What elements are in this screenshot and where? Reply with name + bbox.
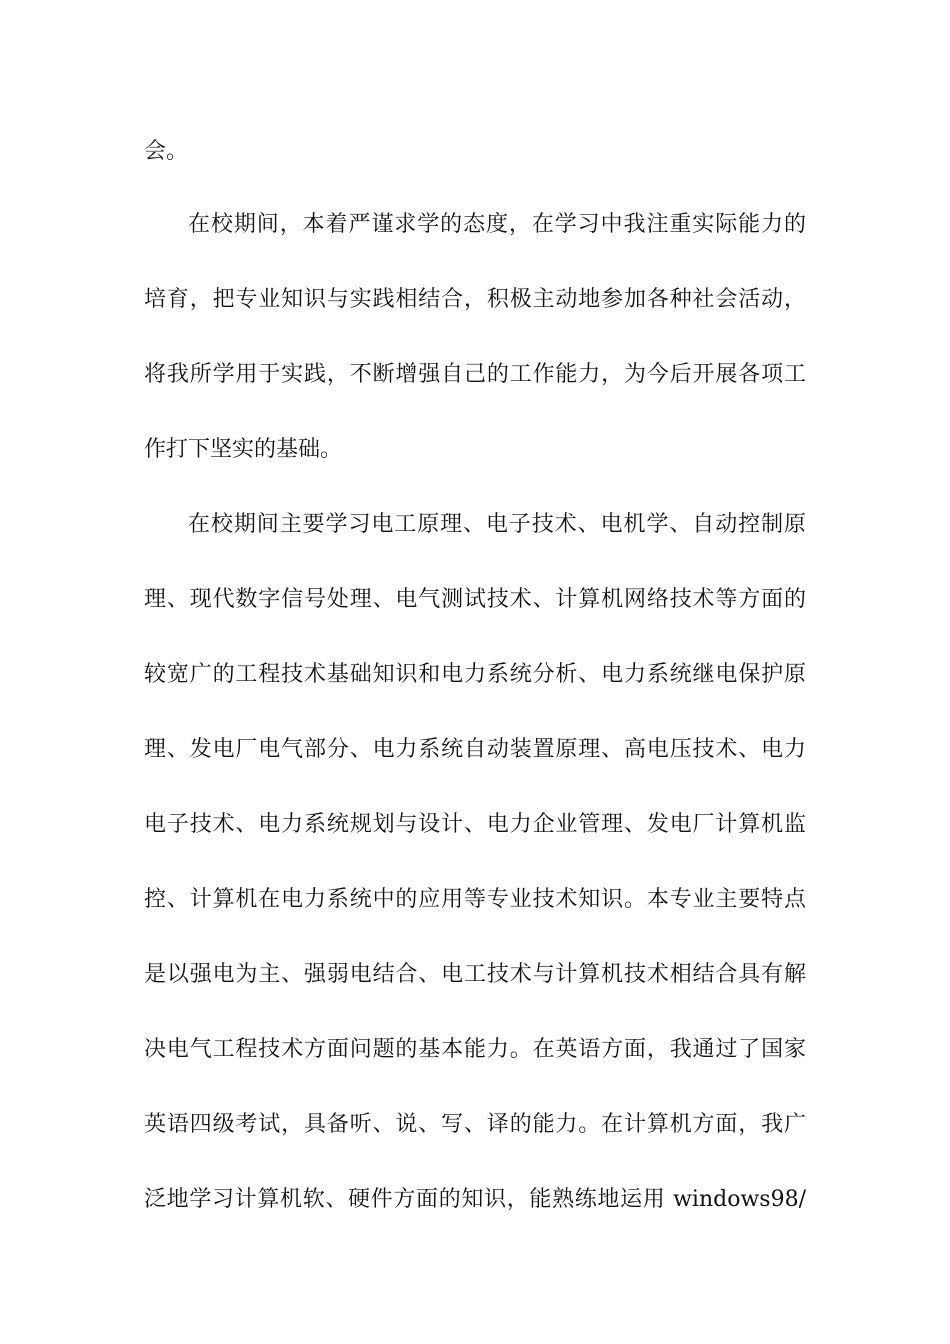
text-line: 会。 <box>144 139 189 164</box>
text-line: 较宽广的工程技术基础知识和电力系统分析、电力系统继电保护原 <box>144 662 806 687</box>
text-line: 理、现代数字信号处理、电气测试技术、计算机网络技术等方面的 <box>144 587 806 612</box>
text-line: 作打下坚实的基础。 <box>144 437 343 462</box>
text-line: 将我所学用于实践，不断增强自己的工作能力，为今后开展各项工 <box>144 362 806 387</box>
text-line: 决电气工程技术方面问题的基本能力。在英语方面，我通过了国家 <box>144 1037 806 1062</box>
text-line: 电子技术、电力系统规划与设计、电力企业管理、发电厂计算机监 <box>144 812 806 837</box>
text-line: 英语四级考试，具备听、说、写、译的能力。在计算机方面，我广 <box>144 1112 806 1137</box>
text-line: 控、计算机在电力系统中的应用等专业技术知识。本专业主要特点 <box>144 887 806 912</box>
paragraph-start-line: 在校期间，本着严谨求学的态度，在学习中我注重实际能力的 <box>188 212 806 237</box>
paragraph-start-line: 在校期间主要学习电工原理、电子技术、电机学、自动控制原 <box>188 512 806 537</box>
text-line: 理、发电厂电气部分、电力系统自动装置原理、高电压技术、电力 <box>144 737 806 762</box>
text-line: 培育，把专业知识与实践相结合，积极主动地参加各种社会活动， <box>144 287 806 312</box>
text-line: 泛地学习计算机软、硬件方面的知识，能熟练地运用 windows98/ <box>144 1187 806 1212</box>
text-line: 是以强电为主、强弱电结合、电工技术与计算机技术相结合具有解 <box>144 962 806 987</box>
